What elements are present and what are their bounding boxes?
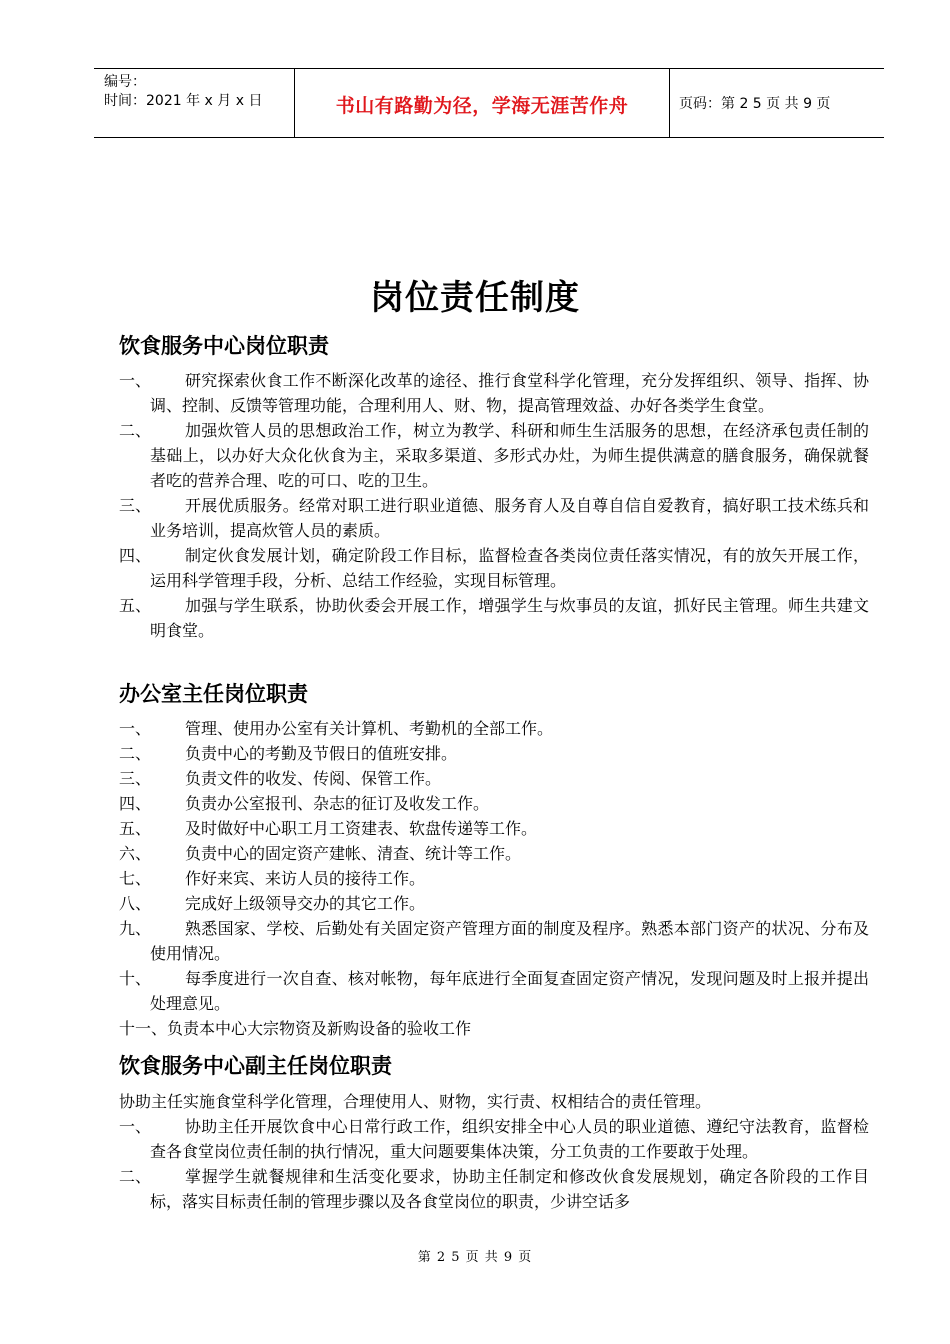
list-item [119, 791, 869, 816]
item-text: 制定伙食发展计划，确定阶段工作目标，监督检查各类岗位责任落实情况，有的放矢开展工作，运用科学管理手段，分析、总结工作经验，实现目标管理。 [150, 546, 869, 590]
item-number: 一、 [119, 719, 152, 738]
item-text: 研究探索伙食工作不断深化改革的途径、推行食堂科学化管理，充分发挥组织、领导、指挥、协调、控制、反馈等管理功能，合理利用人、财、物，提高管理效益、办好各类学生食堂。 [150, 371, 869, 415]
item-number: 五、 [119, 596, 152, 615]
list-item [119, 493, 869, 543]
item-text: 负责办公室报刊、杂志的征订及收发工作。 [185, 794, 490, 813]
item-number: 九、 [119, 919, 152, 938]
item-text: 加强炊管人员的思想政治工作，树立为教学、科研和师生生活服务的思想，在经济承包责任制的基础上，以办好大众化伙食为主，采取多渠道、多形式办灶，为师生提供满意的膳食服务，确保就餐者吃的营养合理、吃的可口、吃的卫生。 [150, 421, 869, 490]
item-text: 负责中心的考勤及节假日的值班安排。 [185, 744, 458, 763]
item-text: 每季度进行一次自查、核对帐物，每年底进行全面复查固定资产情况，发现问题及时上报并提出处理意见。 [150, 969, 869, 1013]
list-item [119, 841, 869, 866]
number-label: 编号： [104, 74, 146, 90]
list-item [119, 1114, 869, 1164]
list-item [119, 418, 869, 493]
item-number: 二、 [119, 421, 152, 440]
item-number: 五、 [119, 819, 152, 838]
item-number: 一、 [119, 371, 152, 390]
item-text: 熟悉国家、学校、后勤处有关固定资产管理方面的制度及程序。熟悉本部门资产的状况、分布及使用情况。 [150, 919, 869, 963]
item-number: 三、 [119, 769, 152, 788]
list-item [119, 766, 869, 791]
section-heading: 办公室主任岗位职责 [119, 682, 308, 706]
section-3-list [119, 1089, 869, 1214]
list-item [119, 891, 869, 916]
item-text: 完成好上级领导交办的其它工作。 [185, 894, 426, 913]
item-number: 四、 [119, 546, 152, 565]
item-number: 二、 [119, 1167, 152, 1186]
list-item [119, 716, 869, 741]
document-header [94, 68, 884, 138]
list-item [119, 816, 869, 841]
item-text: 作好来宾、来访人员的接待工作。 [185, 869, 426, 888]
list-item [119, 1164, 869, 1214]
item-number: 三、 [119, 496, 152, 515]
section-1-list [119, 368, 869, 643]
item-number: 一、 [119, 1117, 152, 1136]
list-item [119, 543, 869, 593]
item-text: 开展优质服务。经常对职工进行职业道德、服务育人及自尊自信自爱教育，搞好职工技术练兵和业务培训，提高炊管人员的素质。 [150, 496, 869, 540]
section-heading: 饮食服务中心岗位职责 [119, 334, 329, 358]
list-item [119, 593, 869, 643]
item-text: 加强与学生联系，协助伙委会开展工作，增强学生与炊事员的友谊，抓好民主管理。师生共建文明食堂。 [150, 596, 869, 640]
item-number: 八、 [119, 894, 152, 913]
section-2-list [119, 716, 869, 1041]
item-text: 负责中心的固定资产建帐、清查、统计等工作。 [185, 844, 522, 863]
item-text: 负责文件的收发、传阅、保管工作。 [185, 769, 442, 788]
item-text: 掌握学生就餐规律和生活变化要求，协助主任制定和修改伙食发展规划，确定各阶段的工作目标，落实目标责任制的管理步骤以及各食堂岗位的职责，少讲空话多 [150, 1167, 869, 1211]
list-item [119, 966, 869, 1016]
item-text: 管理、使用办公室有关计算机、考勤机的全部工作。 [185, 719, 554, 738]
list-item [119, 741, 869, 766]
item-number: 十、 [119, 969, 152, 988]
section-heading: 饮食服务中心副主任岗位职责 [119, 1054, 392, 1078]
motto: 书山有路勤为径，学海无涯苦作舟 [335, 95, 629, 117]
item-number: 七、 [119, 869, 152, 888]
item-number: 二、 [119, 744, 152, 763]
page-footer: 第 2 5 页 共 9 页 [417, 1250, 533, 1265]
item-text: 及时做好中心职工月工资建表、软盘传递等工作。 [185, 819, 538, 838]
header-info-cell [94, 69, 294, 137]
time-label: 时间：2021 年 x 月 x 日 [104, 93, 263, 109]
item-number: 四、 [119, 794, 152, 813]
header-motto-cell [294, 69, 670, 137]
list-item [119, 368, 869, 418]
list-item-last: 十一、负责本中心大宗物资及新购设备的验收工作 [119, 1019, 472, 1038]
item-text: 协助主任开展饮食中心日常行政工作，组织安排全中心人员的职业道德、遵纪守法教育，监督检查各食堂岗位责任制的执行情况，重大问题要集体决策，分工负责的工作要敢于处理。 [150, 1117, 869, 1161]
page-code: 页码：第 2 5 页 共 9 页 [679, 96, 831, 112]
item-number: 六、 [119, 844, 152, 863]
list-item [119, 866, 869, 891]
header-page-cell [669, 69, 884, 137]
page-title: 岗位责任制度 [370, 278, 580, 318]
section-intro: 协助主任实施食堂科学化管理，合理使用人、财物，实行责、权相结合的责任管理。 [119, 1092, 712, 1111]
list-item [119, 916, 869, 966]
